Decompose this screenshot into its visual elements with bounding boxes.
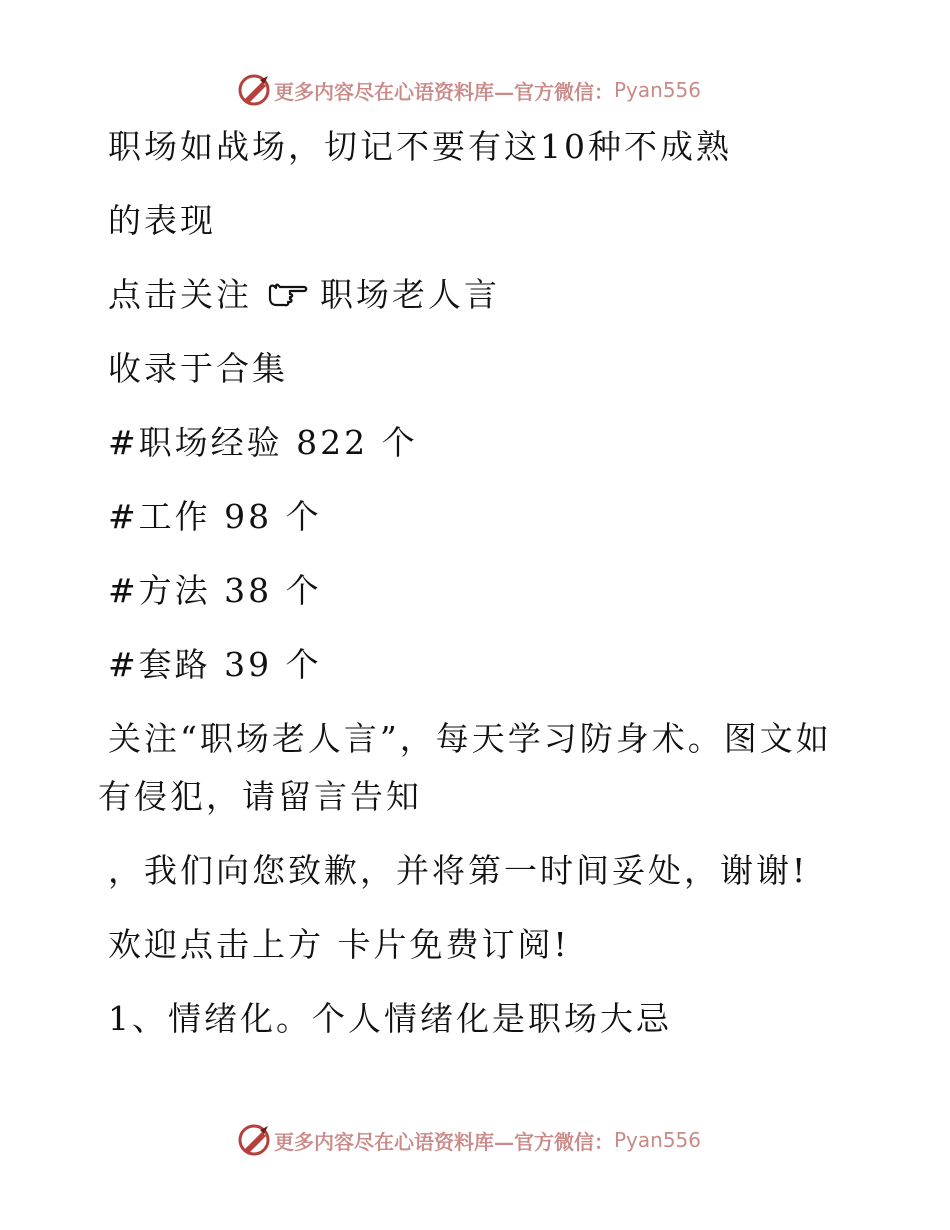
follow-account-link[interactable]: 职场老人言 — [320, 275, 500, 314]
article-title-line-1: 职场如战场，切记不要有这10种不成熟 — [108, 127, 732, 166]
notice-line-1: 关注“职场老人言”，每天学习防身术。图文如 — [108, 719, 832, 758]
collection-label: 收录于合集 — [108, 349, 288, 388]
notice-line-3: ，我们向您致歉，并将第一时间妥处，谢谢! — [108, 851, 809, 890]
tag-item[interactable]: #套路 39 个 — [108, 645, 322, 684]
pen-seal-icon — [236, 1122, 272, 1158]
watermark-text: 更多内容尽在心语资料库—官方微信： — [274, 79, 614, 104]
point-1: 1、情绪化。个人情绪化是职场大忌 — [108, 999, 672, 1038]
follow-row[interactable] — [108, 275, 500, 315]
footer-watermark — [236, 1120, 701, 1160]
watermark-handle: Pyan556 — [614, 78, 702, 102]
header-watermark — [236, 70, 701, 110]
tag-item[interactable]: #职场经验 822 个 — [108, 423, 418, 462]
subscribe-line: 欢迎点击上方 卡片免费订阅! — [108, 925, 570, 964]
notice-line-2: 有侵犯，请留言告知 — [98, 777, 422, 816]
tag-item[interactable]: #方法 38 个 — [108, 571, 322, 610]
pointing-hand-icon — [266, 282, 310, 308]
watermark-handle: Pyan556 — [614, 1128, 702, 1152]
follow-prefix: 点击关注 — [108, 275, 252, 314]
article-title-line-2: 的表现 — [108, 201, 216, 240]
watermark-text: 更多内容尽在心语资料库—官方微信： — [274, 1129, 614, 1154]
pen-seal-icon — [236, 72, 272, 108]
tag-item[interactable]: #工作 98 个 — [108, 497, 322, 536]
